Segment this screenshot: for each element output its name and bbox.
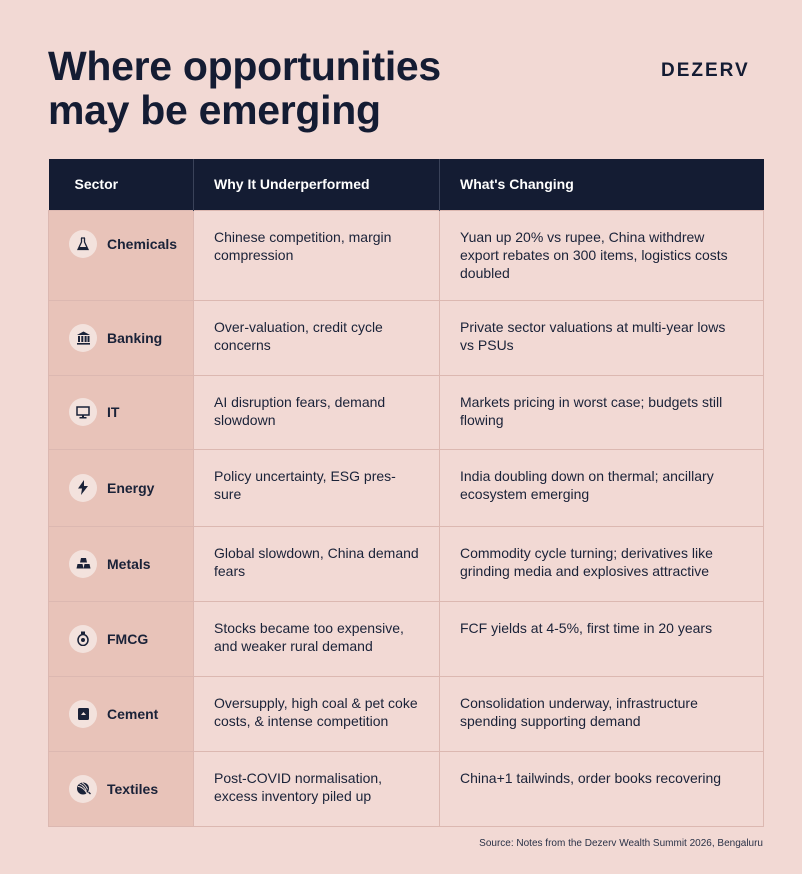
sector-cell <box>49 300 194 375</box>
table-row <box>49 375 764 449</box>
table-row <box>49 210 764 300</box>
column-header-sector: Sector <box>49 159 194 210</box>
why-cell: Over-valuation, credit cycle concerns <box>194 300 440 375</box>
why-cell: Policy uncertainty, ESG pres-sure <box>194 449 440 526</box>
changing-cell: India doubling down on thermal; ancillary ecosystem emerging <box>440 449 764 526</box>
title-line-1: Where opportunities <box>48 43 441 89</box>
page-title <box>48 44 441 132</box>
table-row <box>49 300 764 375</box>
cement-bag-icon <box>69 700 97 728</box>
product-icon <box>69 625 97 653</box>
lightning-icon <box>69 474 97 502</box>
title-line-2: may be emerging <box>48 87 381 133</box>
why-cell: Oversupply, high coal & pet coke costs, & intense competition <box>194 676 440 751</box>
bank-icon <box>69 324 97 352</box>
sector-name: Chemicals <box>107 235 178 252</box>
table-row <box>49 449 764 526</box>
sector-name: Cement <box>107 705 159 722</box>
why-cell: Post-COVID normalisation, excess inventory piled up <box>194 751 440 826</box>
ingots-icon <box>69 550 97 578</box>
table-row <box>49 676 764 751</box>
table-row <box>49 751 764 826</box>
sector-name: Metals <box>107 555 151 572</box>
why-cell: AI disruption fears, demand slowdown <box>194 375 440 449</box>
source-note: Source: Notes from the Dezerv Wealth Summit 2026, Bengaluru <box>479 838 763 849</box>
table-row <box>49 526 764 601</box>
brand-logo: DEZERV <box>661 60 750 81</box>
why-cell: Chinese competition, margin compression <box>194 210 440 300</box>
sector-name: Energy <box>107 479 155 496</box>
sector-cell <box>49 449 194 526</box>
sector-name: FMCG <box>107 630 149 647</box>
monitor-icon <box>69 398 97 426</box>
changing-cell: Markets pricing in worst case; budgets still flowing <box>440 375 764 449</box>
sector-name: Textiles <box>107 780 159 797</box>
changing-cell: Consolidation underway, infrastructure spending supporting demand <box>440 676 764 751</box>
sector-cell <box>49 751 194 826</box>
sector-cell <box>49 210 194 300</box>
changing-cell: China+1 tailwinds, order books recovering <box>440 751 764 826</box>
yarn-icon <box>69 775 97 803</box>
table-row <box>49 601 764 676</box>
column-header-why: Why It Underperformed <box>194 159 440 210</box>
why-cell: Global slowdown, China demand fears <box>194 526 440 601</box>
sector-name: IT <box>107 404 120 420</box>
changing-cell: Commodity cycle turning; derivatives like grinding media and explosives attractive <box>440 526 764 601</box>
column-header-changing: What's Changing <box>440 159 764 210</box>
sector-cell <box>49 526 194 601</box>
changing-cell: Yuan up 20% vs rupee, China withdrew export rebates on 300 items, logistics costs doubled <box>440 210 764 300</box>
changing-cell: FCF yields at 4-5%, first time in 20 years <box>440 601 764 676</box>
flask-icon <box>69 230 97 258</box>
table-header-row <box>49 159 764 210</box>
sector-cell <box>49 676 194 751</box>
opportunities-table <box>48 159 764 827</box>
sector-name: Banking <box>107 329 163 346</box>
changing-cell: Private sector valuations at multi-year lows vs PSUs <box>440 300 764 375</box>
sector-cell <box>49 601 194 676</box>
why-cell: Stocks became too expensive, and weaker rural demand <box>194 601 440 676</box>
sector-cell <box>49 375 194 449</box>
